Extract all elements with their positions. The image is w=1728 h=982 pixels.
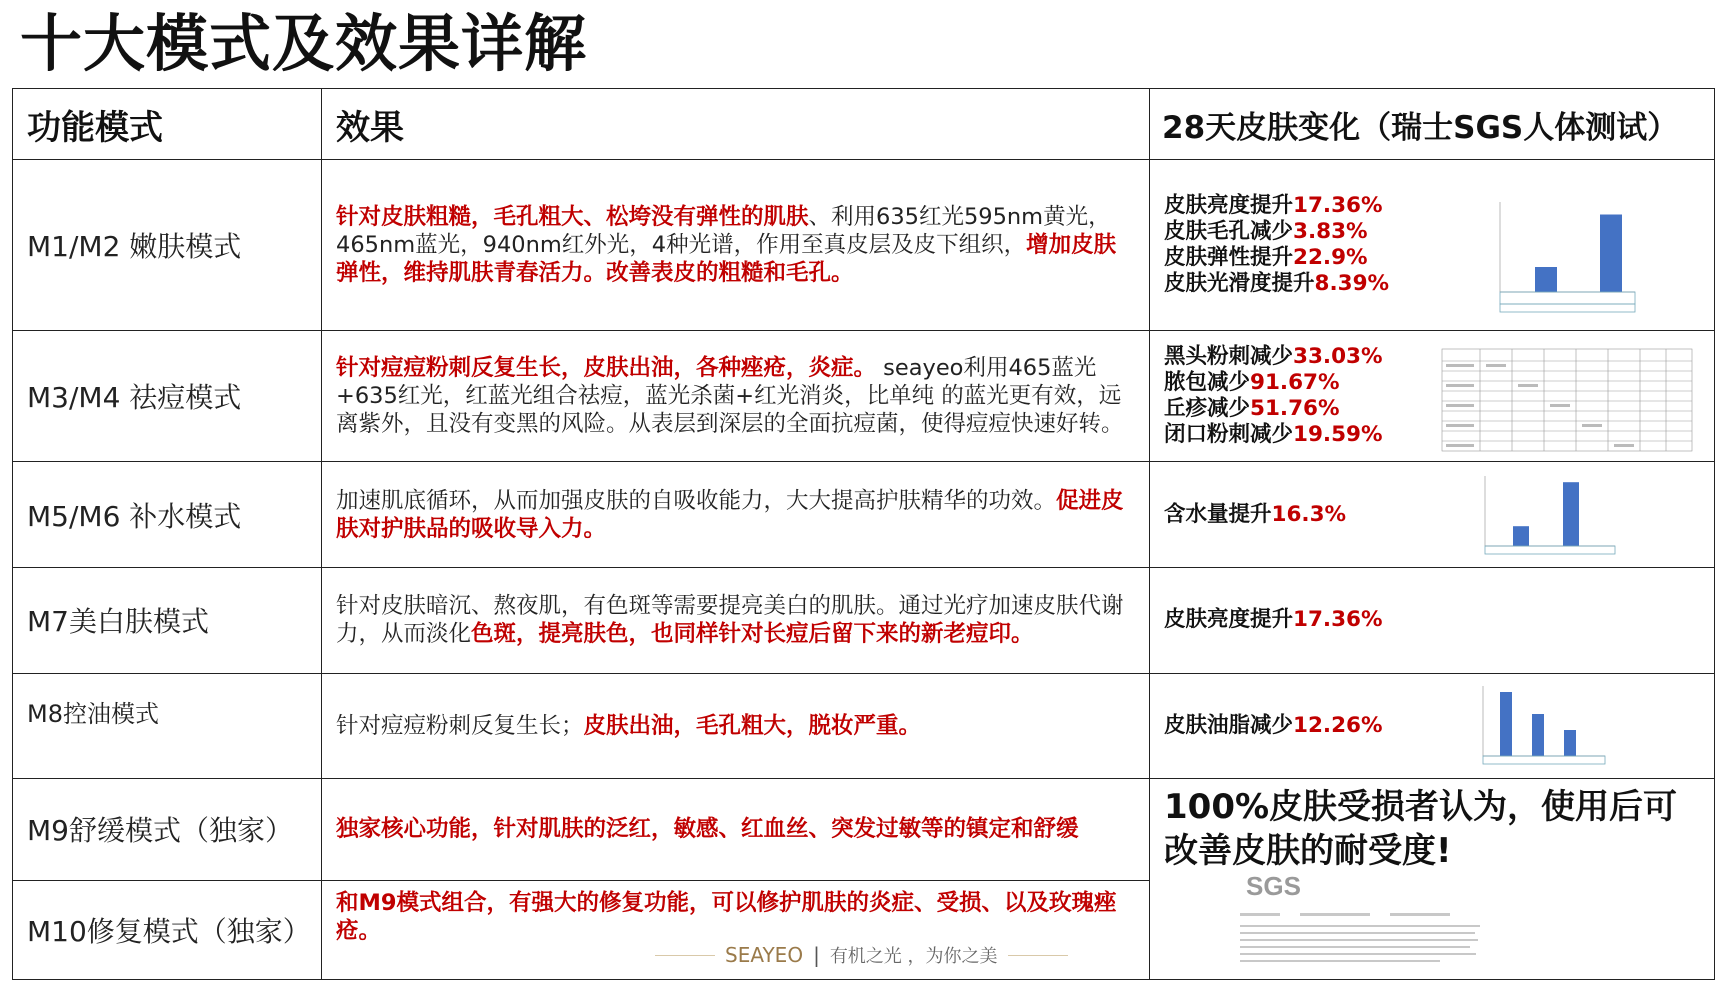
- mode-cell: M9舒缓模式（独家）: [13, 779, 322, 880]
- table-row: [13, 462, 1715, 568]
- stat-label: 丘疹减少: [1164, 395, 1251, 421]
- skin-change-cell: [1150, 462, 1715, 568]
- mode-cell: M3/M4 祛痘模式: [13, 330, 322, 462]
- footer-divider-right: [1008, 955, 1068, 956]
- merged-summary-cell: [1150, 779, 1715, 980]
- stat-value: 3.83%: [1293, 218, 1368, 244]
- stat-label: 脓包减少: [1164, 369, 1251, 395]
- effect-cell: [322, 160, 1150, 330]
- effect-cell: [322, 673, 1150, 779]
- table-row: [13, 567, 1715, 673]
- stats-list: [1164, 193, 1700, 297]
- footer-separator: |: [813, 943, 820, 967]
- effect-highlight: 促进皮肤对护肤品的吸收导入力。: [336, 487, 1124, 542]
- stat-value: 22.9%: [1293, 244, 1368, 270]
- table-row: [13, 673, 1715, 779]
- stats-list: [1164, 344, 1700, 448]
- stats-list: [1164, 713, 1700, 739]
- stat-item: [1164, 396, 1700, 422]
- stat-item: [1164, 245, 1700, 271]
- effect-highlight: 和M9模式组合，有强大的修复功能，可以修护肌肤的炎症、受损、以及玫瑰痤疮。: [336, 889, 1117, 944]
- footer: [655, 942, 1075, 968]
- skin-change-cell: [1150, 160, 1715, 330]
- stat-label: 皮肤光滑度提升: [1164, 270, 1315, 296]
- mode-cell: M10修复模式（独家）: [13, 880, 322, 980]
- chart-bar: [1513, 527, 1529, 547]
- stat-label: 含水量提升: [1164, 501, 1272, 527]
- effect-cell: [322, 462, 1150, 568]
- effect-text: 针对痘痘粉刺反复生长；: [336, 712, 584, 739]
- effect-highlight: 针对痘痘粉刺反复生长，皮肤出油，各种痤疮，炎症。: [336, 354, 877, 381]
- mode-cell: M5/M6 补水模式: [13, 462, 322, 568]
- stat-item: [1164, 271, 1700, 297]
- table-row: [13, 160, 1715, 330]
- stat-label: 皮肤亮度提升: [1164, 607, 1294, 633]
- header-row: [13, 89, 1715, 160]
- stat-value: 91.67%: [1250, 369, 1340, 395]
- effect-highlight: 针对皮肤粗糙，毛孔粗大、松垮没有弹性的肌肤: [336, 203, 809, 230]
- stat-label: 黑头粉刺减少: [1164, 343, 1294, 369]
- skin-change-cell: [1150, 673, 1715, 779]
- stats-list: [1164, 607, 1700, 633]
- header-mode: 功能模式: [13, 89, 322, 160]
- stat-label: 皮肤弹性提升: [1164, 244, 1294, 270]
- stat-value: 8.39%: [1314, 270, 1390, 296]
- stat-value: 33.03%: [1293, 343, 1383, 369]
- header-change: 28天皮肤变化（瑞士SGS人体测试）: [1150, 89, 1715, 160]
- effect-text: 加速肌底循环，从而加强皮肤的自吸收能力，大大提高护肤精华的功效。: [336, 487, 1057, 514]
- effect-highlight: 色斑，提亮肤色，也同样针对长痘后留下来的新老痘印。: [471, 621, 1034, 648]
- footer-slogan: 有机之光 ，为你之美: [829, 946, 998, 967]
- footer-brand: SEAYEO: [725, 943, 804, 967]
- effect-text: 针对皮肤暗沉、熬夜肌，有色斑等需要提亮美白的肌肤。通过光疗加速皮肤代谢力，从而淡化: [336, 593, 1124, 648]
- stat-label: 皮肤亮度提升: [1164, 192, 1294, 218]
- stat-item: [1164, 219, 1700, 245]
- stat-value: 12.26%: [1293, 712, 1383, 738]
- stat-value: 19.59%: [1293, 421, 1383, 447]
- stat-label: 皮肤毛孔减少: [1164, 218, 1294, 244]
- effect-highlight: 独家核心功能，针对肌肤的泛红，敏感、红血丝、突发过敏等的镇定和舒缓: [336, 816, 1079, 843]
- stat-label: 皮肤油脂减少: [1164, 712, 1294, 738]
- effect-cell: [322, 779, 1150, 880]
- effect-cell: [322, 567, 1150, 673]
- sgs-report-thumbnail: [1230, 871, 1500, 971]
- summary-text: 100%皮肤受损者认为，使用后可改善皮肤的耐受度!: [1164, 787, 1678, 872]
- stat-item: [1164, 607, 1700, 633]
- effect-highlight: 皮肤出油，毛孔粗大，脱妆严重。: [583, 712, 922, 739]
- stat-label: 闭口粉刺减少: [1164, 421, 1294, 447]
- stat-value: 16.3%: [1271, 501, 1347, 527]
- table-row: [13, 779, 1715, 880]
- skin-change-cell: [1150, 330, 1715, 462]
- stat-item: [1164, 713, 1700, 739]
- mode-cell: M1/M2 嫩肤模式: [13, 160, 322, 330]
- header-effect: 效果: [322, 89, 1150, 160]
- mode-cell: M7美白肤模式: [13, 567, 322, 673]
- stat-value: 17.36%: [1293, 607, 1383, 633]
- table-row: [13, 330, 1715, 462]
- stat-value: 51.76%: [1250, 395, 1340, 421]
- effect-highlight: 增加皮肤弹性，维持肌肤青春活力。改善表皮的粗糙和毛孔。: [336, 231, 1117, 286]
- stats-list: [1164, 502, 1700, 528]
- stat-item: [1164, 422, 1700, 448]
- footer-divider-left: [655, 955, 715, 956]
- stat-value: 17.36%: [1293, 192, 1383, 218]
- skin-change-cell: [1150, 567, 1715, 673]
- stat-item: [1164, 344, 1700, 370]
- sgs-logo: SGS: [1246, 871, 1301, 902]
- effect-text: 、利用635红光595nm黄光，465nm蓝光，940nm红外光，4种光谱，作用至真皮层及皮下组织，: [336, 203, 1111, 258]
- stat-item: [1164, 502, 1700, 528]
- page-title: 十大模式及效果详解: [20, 7, 588, 80]
- effect-cell: [322, 330, 1150, 462]
- stat-item: [1164, 370, 1700, 396]
- mode-cell: M8控油模式: [13, 673, 322, 779]
- modes-table: [12, 88, 1715, 980]
- effect-text: seayeo利用465蓝光+635红光，红蓝光组合祛痘，蓝光杀菌+红光消炎，比单纯 的蓝光更有效，远离紫外，且没有变黑的风险。从表层到深层的全面抗痘菌，使得痘痘快速好转。: [336, 354, 1124, 437]
- stat-item: [1164, 193, 1700, 219]
